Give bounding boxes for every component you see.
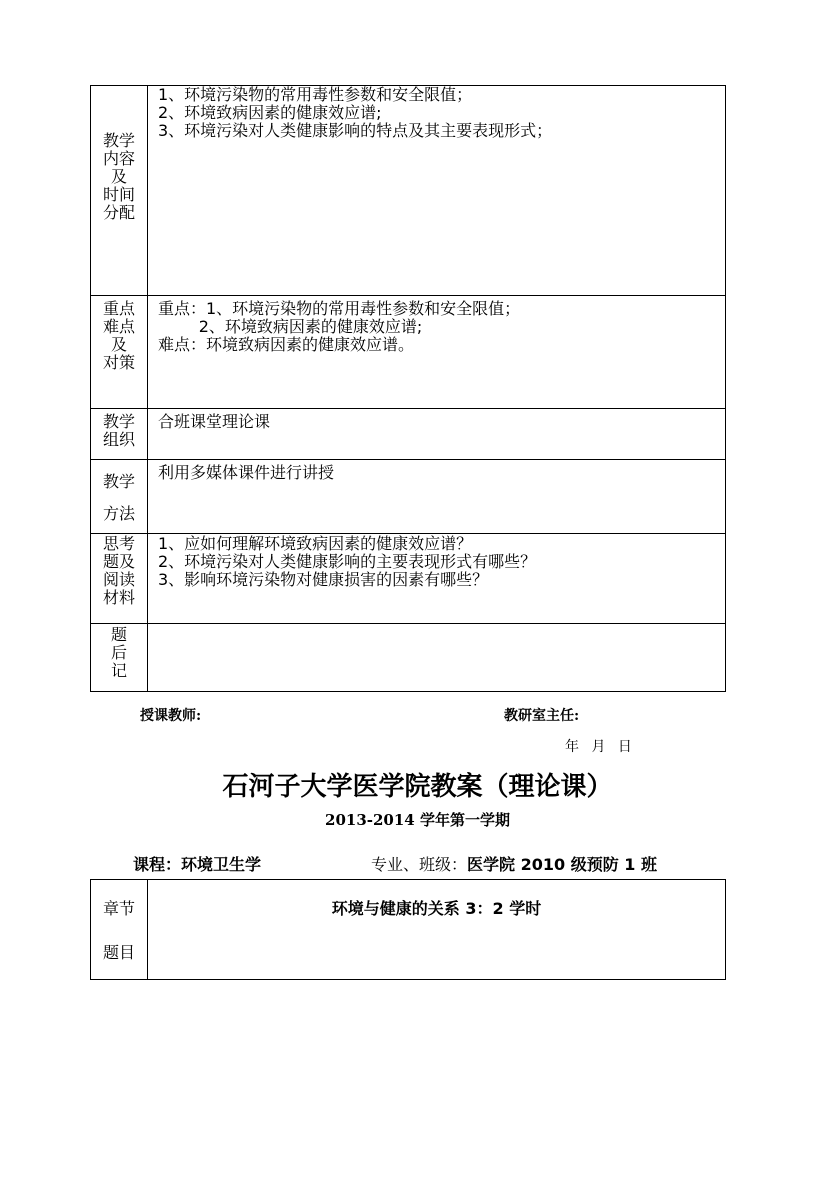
director-signature-label: 教研室主任: <box>504 708 580 724</box>
lesson-plan-table <box>90 85 726 692</box>
row-label: 思考 题及 阅读 材料 <box>91 534 148 624</box>
row-label: 教学 内容 及 时间 分配 <box>91 86 148 296</box>
row-label: 重点 难点 及 对策 <box>91 296 148 409</box>
major-class <box>371 852 657 875</box>
table-row <box>91 409 726 460</box>
teaching-organization-cell: 合班课堂理论课 <box>148 409 726 460</box>
key-points-cell: 重点：1、环境污染物的常用毒性参数和安全限值； 2、环境致病因素的健康效应谱; 难点：环境致病因素的健康效应谱。 <box>148 296 726 409</box>
row-label: 章节 题目 <box>91 880 148 980</box>
major-label: 专业、班级： <box>371 855 468 874</box>
table-row <box>91 460 726 534</box>
course-name: 课程：环境卫生学 <box>133 855 262 874</box>
page-title: 石河子大学医学院教案（理论课） <box>222 772 613 802</box>
post-class-notes-cell <box>148 624 726 692</box>
table-row <box>91 880 726 980</box>
teaching-content-cell: 1、环境污染物的常用毒性参数和安全限值； 2、环境致病因素的健康效应谱; 3、环境污染对人类健康影响的特点及其主要表现形式； <box>148 86 726 296</box>
chapter-title-cell <box>148 880 726 980</box>
table-row <box>91 624 726 692</box>
chapter-title: 环境与健康的关系 3：2 学时 <box>331 899 542 918</box>
teacher-signature-label: 授课教师: <box>140 708 202 724</box>
table-row <box>91 296 726 409</box>
semester-line: 2013-2014 学年第一学期 <box>325 811 510 829</box>
row-label: 题 后 记 <box>91 624 148 692</box>
chapter-table <box>90 879 726 980</box>
table-row <box>91 86 726 296</box>
row-label: 教学 方法 <box>91 460 148 534</box>
table-row <box>91 534 726 624</box>
teaching-method-cell: 利用多媒体课件进行讲授 <box>148 460 726 534</box>
row-label: 教学 组织 <box>91 409 148 460</box>
signature-date: 年 月 日 <box>565 739 636 755</box>
questions-cell: 1、应如何理解环境致病因素的健康效应谱？ 2、环境污染对人类健康影响的主要表现形式有哪些？ 3、影响环境污染物对健康损害的因素有哪些？ <box>148 534 726 624</box>
major-value: 医学院 2010 级预防 1 班 <box>467 855 657 874</box>
